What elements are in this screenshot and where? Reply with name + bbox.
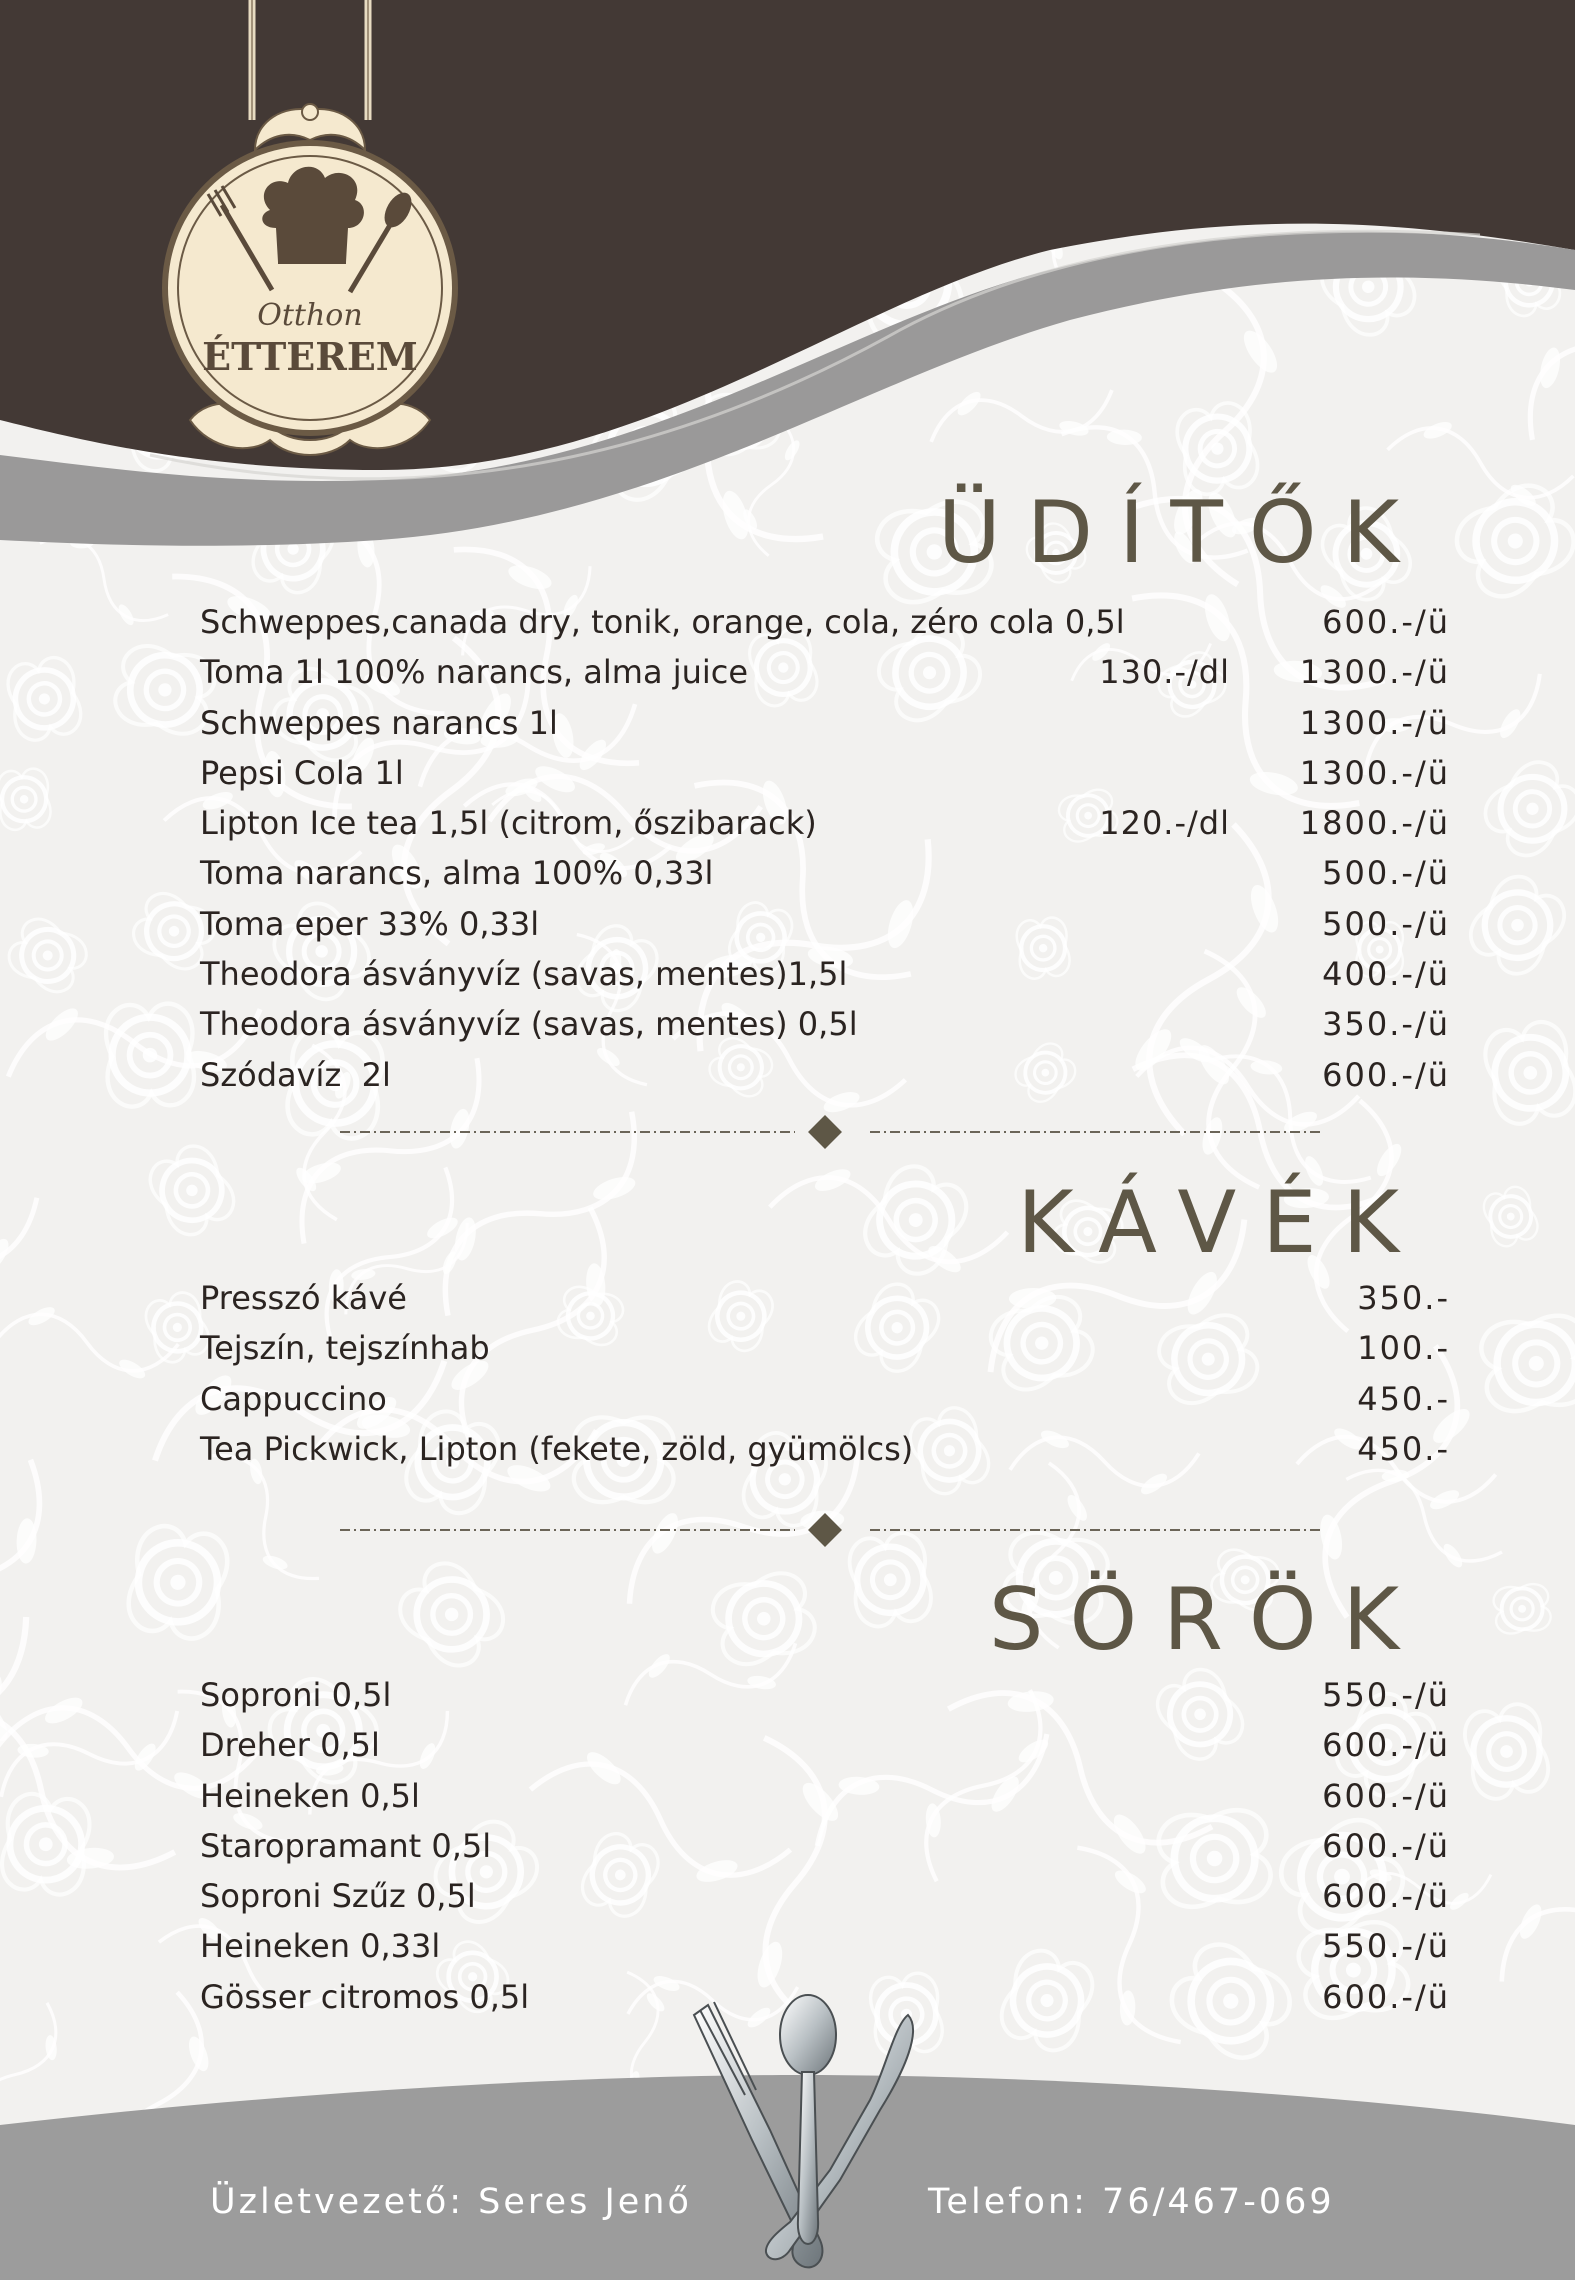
menu-item-price: 600.-/ü xyxy=(1322,603,1450,641)
menu-item-name: Pepsi Cola 1l xyxy=(200,753,404,792)
menu-item-price: 1300.-/ü xyxy=(1299,653,1450,692)
menu-item-price: 550.-/ü xyxy=(1322,1927,1450,1966)
section-divider xyxy=(340,1112,1320,1152)
menu-item-price: 600.-/ü xyxy=(1322,1977,1450,2016)
menu-item xyxy=(200,1720,1450,1770)
section-title-kavek: KÁVÉK xyxy=(1017,1173,1425,1273)
menu-list-uditok xyxy=(200,597,1450,1100)
menu-item xyxy=(200,1050,1450,1100)
menu-item-price: 1800.-/ü xyxy=(1299,804,1450,843)
menu-item-name: Gösser citromos 0,5l xyxy=(200,1977,530,2016)
menu-item-name: Toma narancs, alma 100% 0,33l xyxy=(200,854,714,893)
diamond-icon xyxy=(808,1513,842,1547)
menu-item-price: 600.-/ü xyxy=(1322,1055,1450,1094)
menu-item xyxy=(200,1670,1450,1720)
menu-item-name: Tejszín, tejszínhab xyxy=(200,1329,490,1368)
menu-item xyxy=(200,999,1450,1049)
menu-item xyxy=(200,1871,1450,1921)
menu-item xyxy=(200,1323,1450,1373)
menu-item xyxy=(200,647,1450,697)
menu-list-sorok xyxy=(200,1670,1450,2022)
section-divider xyxy=(340,1510,1320,1550)
menu-item-name: Toma eper 33% 0,33l xyxy=(200,904,540,943)
menu-item-price: 500.-/ü xyxy=(1322,904,1450,943)
menu-item-name: Lipton Ice tea 1,5l (citrom, őszibarack) xyxy=(200,804,817,843)
menu-item xyxy=(200,798,1450,848)
menu-item-name: Staropramant 0,5l xyxy=(200,1826,492,1865)
menu-item-price: 100.- xyxy=(1357,1329,1450,1368)
menu-item-name: Tea Pickwick, Lipton (fekete, zöld, gyümölcs) xyxy=(200,1429,914,1468)
menu-item xyxy=(200,1374,1450,1424)
logo-name-text: ÉTTEREM xyxy=(202,334,418,379)
footer-phone: Telefon: 76/467-069 xyxy=(928,2182,1335,2222)
menu-item-price: 600.-/ü xyxy=(1322,1776,1450,1815)
footer-manager: Üzletvezető: Seres Jenő xyxy=(210,2182,692,2222)
menu-item-name: Heineken 0,33l xyxy=(200,1927,441,1966)
logo-script-text: Otthon xyxy=(257,298,363,333)
menu-item-price: 1300.-/ü xyxy=(1299,703,1450,742)
menu-item-unit-price: 120.-/dl xyxy=(1099,804,1230,843)
menu-item-name: Soproni Szűz 0,5l xyxy=(200,1877,476,1916)
cutlery-illustration xyxy=(690,1990,930,2280)
menu-item-name: Presszó kávé xyxy=(200,1279,407,1317)
menu-item-name: Dreher 0,5l xyxy=(200,1726,380,1765)
menu-item-name: Schweppes narancs 1l xyxy=(200,703,558,742)
menu-item-name: Heineken 0,5l xyxy=(200,1776,420,1815)
menu-item xyxy=(200,1771,1450,1821)
menu-item-price: 600.-/ü xyxy=(1322,1726,1450,1765)
menu-item-name: Cappuccino xyxy=(200,1379,387,1418)
menu-item-price: 400.-/ü xyxy=(1322,955,1450,994)
menu-item xyxy=(200,1273,1450,1323)
menu-item xyxy=(200,899,1450,949)
diamond-icon xyxy=(808,1115,842,1149)
section-title-uditok: ÜDÍTŐK xyxy=(937,483,1425,583)
menu-item-price: 550.-/ü xyxy=(1322,1676,1450,1714)
menu-item xyxy=(200,748,1450,798)
menu-item-price: 350.-/ü xyxy=(1322,1005,1450,1044)
menu-item-price: 600.-/ü xyxy=(1322,1826,1450,1865)
section-title-sorok: SÖRÖK xyxy=(988,1570,1425,1670)
menu-list-kavek xyxy=(200,1273,1450,1474)
menu-item xyxy=(200,1424,1450,1474)
restaurant-logo xyxy=(160,0,460,470)
menu-item-name: Soproni 0,5l xyxy=(200,1676,392,1714)
menu-item-unit-price: 130.-/dl xyxy=(1099,653,1230,692)
menu-item xyxy=(200,1921,1450,1971)
menu-item-price: 1300.-/ü xyxy=(1299,753,1450,792)
menu-item-name: Theodora ásványvíz (savas, mentes) 0,5l xyxy=(200,1005,858,1044)
menu-item-price: 450.- xyxy=(1357,1429,1450,1468)
menu-item-name: Theodora ásványvíz (savas, mentes)1,5l xyxy=(200,955,848,994)
menu-item-name: Szódavíz 2l xyxy=(200,1055,391,1094)
menu-item xyxy=(200,597,1450,647)
menu-item xyxy=(200,1821,1450,1871)
menu-item xyxy=(200,848,1450,898)
menu-item xyxy=(200,949,1450,999)
menu-item-price: 600.-/ü xyxy=(1322,1877,1450,1916)
menu-item-price: 500.-/ü xyxy=(1322,854,1450,893)
menu-item xyxy=(200,698,1450,748)
menu-item-price: 450.- xyxy=(1357,1379,1450,1418)
menu-item-name: Toma 1l 100% narancs, alma juice xyxy=(200,653,749,692)
menu-item-price: 350.- xyxy=(1357,1279,1450,1317)
menu-item-name: Schweppes,canada dry, tonik, orange, cola, zéro cola 0,5l xyxy=(200,603,1125,641)
